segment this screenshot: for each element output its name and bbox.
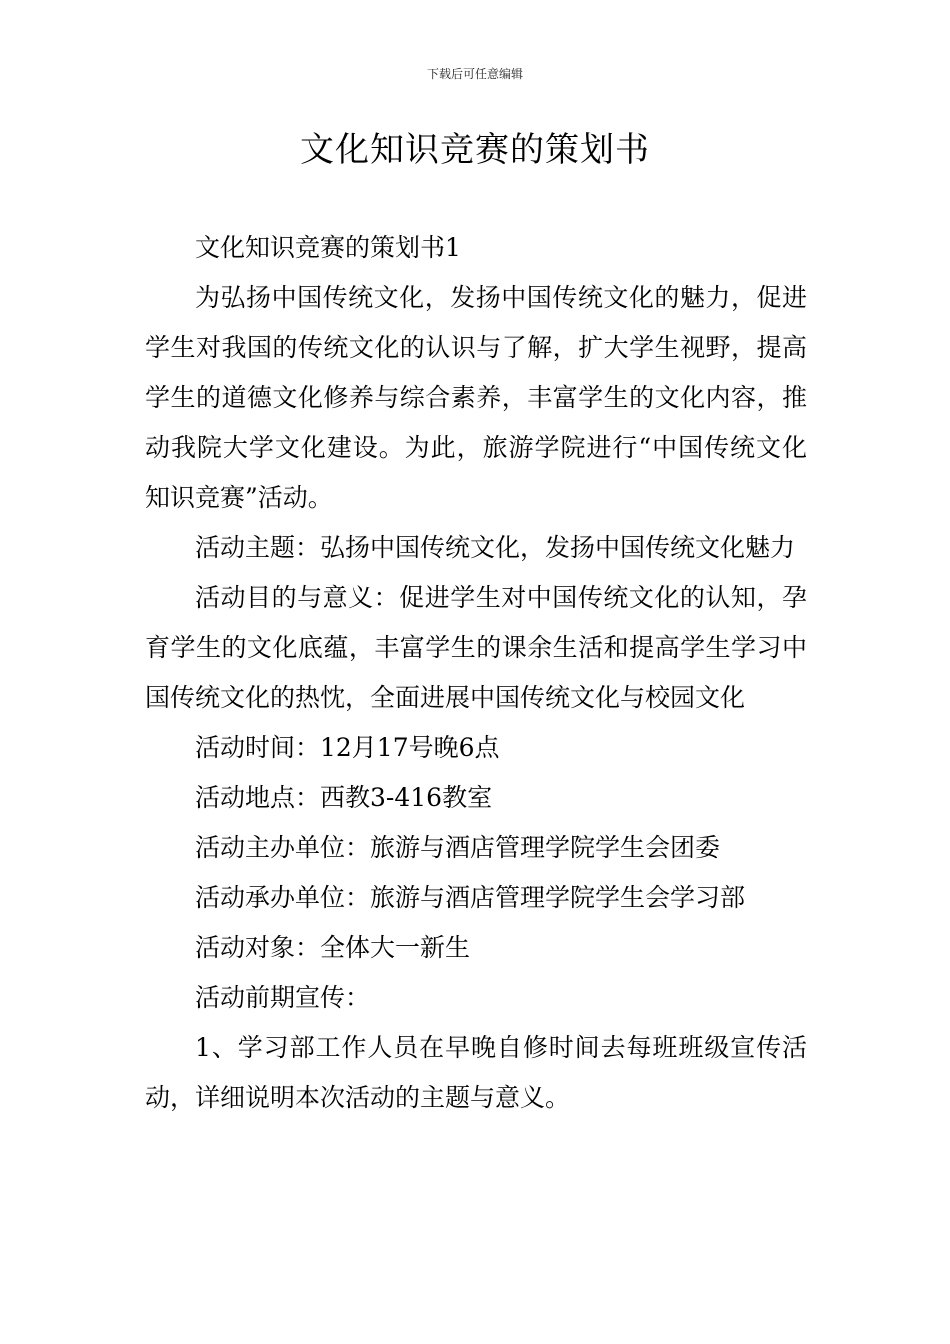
activity-audience: 活动对象：全体大一新生 [195, 933, 471, 962]
document-body [145, 223, 807, 1123]
activity-time: 活动时间：12月17号晚6点 [195, 733, 500, 762]
activity-theme: 活动主题：弘扬中国传统文化，发扬中国传统文化魅力 [195, 533, 796, 562]
document-title: 文化知识竞赛的策划书 [300, 130, 650, 170]
header-note: 下载后可任意编辑 [426, 67, 523, 81]
intro-paragraph: 为弘扬中国传统文化，发扬中国传统文化的魅力，促进学生对我国的传统文化的认识与了解，扩大学生视野，提高学生的道德文化修养与综合素养，丰富学生的文化内容，推动我院大学文化建设。为此，旅游学院进行“中国传统文化知识竞赛”活动。 [145, 283, 807, 512]
promotion-item-1: 1、学习部工作人员在早晚自修时间去每班班级宣传活动，详细说明本次活动的主题与意义。 [145, 1033, 807, 1112]
activity-promotion-heading: 活动前期宣传： [195, 983, 371, 1012]
activity-location: 活动地点：西教3-416教室 [195, 783, 493, 812]
activity-host: 活动承办单位：旅游与酒店管理学院学生会学习部 [195, 883, 746, 912]
section-heading: 文化知识竞赛的策划书1 [195, 233, 461, 262]
activity-purpose: 活动目的与意义：促进学生对中国传统文化的认知，孕育学生的文化底蕴，丰富学生的课余生活和提高学生学习中国传统文化的热忱，全面进展中国传统文化与校园文化 [145, 583, 807, 712]
activity-organizer: 活动主办单位：旅游与酒店管理学院学生会团委 [195, 833, 721, 862]
